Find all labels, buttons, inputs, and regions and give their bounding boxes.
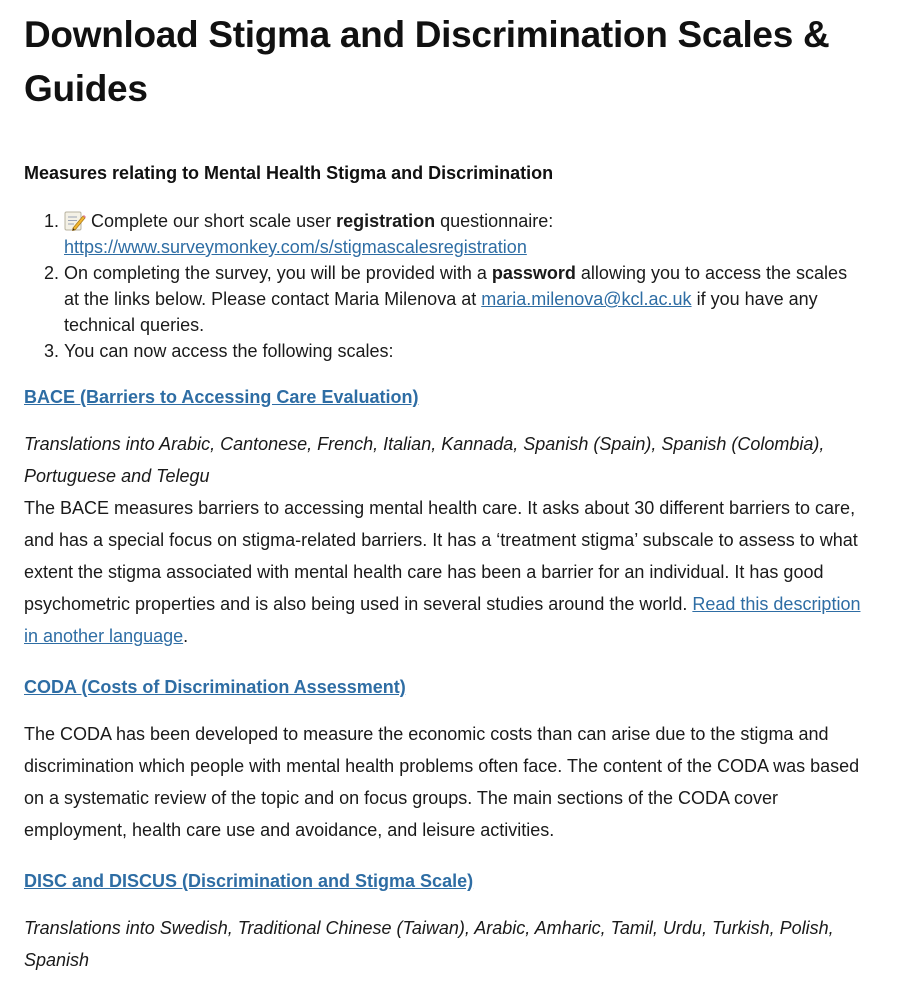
disc-link[interactable]: DISC and DISCUS (Discrimination and Stigma Scale)	[24, 871, 474, 891]
bace-language-link[interactable]: Read this description in another language	[24, 594, 861, 646]
step-2	[64, 260, 862, 338]
step-1-text-post: questionnaire:	[435, 211, 554, 231]
page	[0, 8, 902, 976]
step-3	[64, 338, 862, 364]
survey-link[interactable]: https://www.surveymonkey.com/s/stigmascalesregistration	[64, 237, 527, 257]
step-2-text-mid: allowing you to access the scales at the links below. Please contact Maria Milenova at	[64, 263, 848, 309]
registration-steps	[24, 208, 862, 364]
step-1	[64, 208, 862, 260]
bace-description	[24, 492, 862, 652]
bace-translations: Translations into Arabic, Cantonese, French, Italian, Kannada, Spanish (Spain), Spanish (Colombia), Portuguese and Telegu	[24, 434, 825, 486]
step-2-text-bold: password	[491, 263, 576, 283]
step-2-text-post: if you have any technical queries.	[64, 289, 818, 335]
bace-description-text: The BACE measures barriers to accessing mental health care. It asks about 30 different barriers to care, and has a special focus on stigma-related barriers. It has a ‘treatment stigma’ subscale to assess to what extent the stigma associated with mental health care has been a barrier for an individual. It has good psychometric properties and is also being used in several studies around the world.	[24, 498, 858, 614]
coda-description: The CODA has been developed to measure the economic costs than can arise due to the stigma and discrimination which people with mental health problems often face. The content of the CODA was based on a systematic review of the topic and on focus groups. The main sections of the CODA cover employment, health care use and avoidance, and leisure activities.	[24, 724, 860, 840]
coda-link[interactable]: CODA (Costs of Discrimination Assessment)	[24, 677, 406, 697]
step-1-text-pre: Complete our short scale user	[91, 211, 337, 231]
step-3-text: You can now access the following scales:	[64, 341, 394, 361]
section-subheading: Measures relating to Mental Health Stigma and Discrimination	[24, 163, 554, 183]
page-title: Download Stigma and Discrimination Scales & Guides	[24, 14, 830, 109]
bace-description-end: .	[183, 626, 189, 646]
step-1-text-bold: registration	[336, 211, 436, 231]
bace-link[interactable]: BACE (Barriers to Accessing Care Evaluation)	[24, 387, 419, 407]
step-2-text-pre: On completing the survey, you will be provided with a	[64, 263, 492, 283]
contact-email-link[interactable]: maria.milenova@kcl.ac.uk	[481, 289, 692, 309]
memo-icon	[64, 211, 86, 231]
disc-translations: Translations into Swedish, Traditional Chinese (Taiwan), Arabic, Amharic, Tamil, Urdu, Turkish, Polish, Spanish	[24, 918, 834, 970]
